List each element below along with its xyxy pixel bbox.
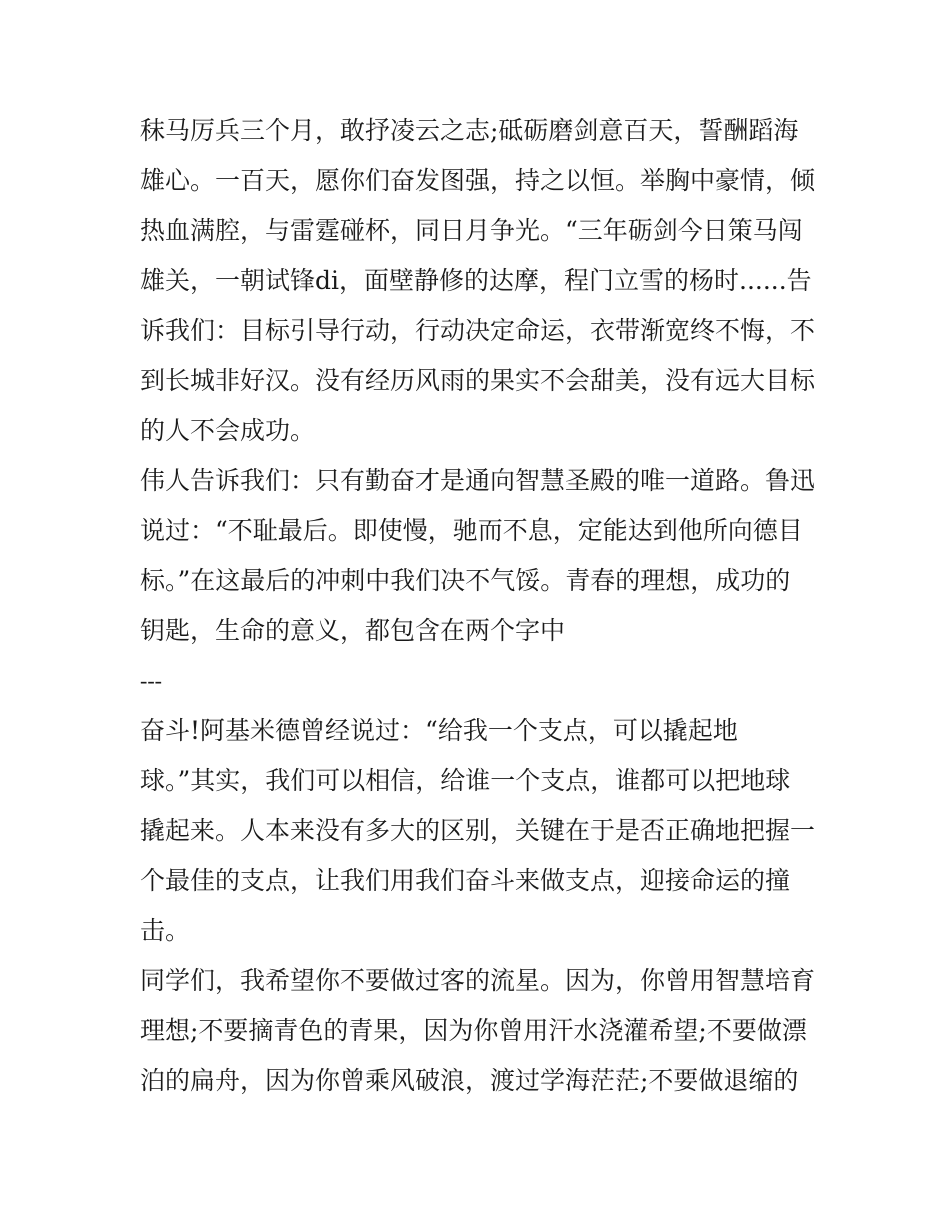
text-line: 的人不会成功。 (140, 416, 316, 445)
text-line: 撬起来。人本来没有多大的区别，关键在于是否正确地把握一 (140, 816, 816, 845)
text-line: 球。”其实，我们可以相信，给谁一个支点，谁都可以把地球 (140, 766, 791, 795)
text-line: 伟人告诉我们：只有勤奋才是通向智慧圣殿的唯一道路。鲁迅 (140, 466, 816, 495)
text-line: 个最佳的支点，让我们用我们奋斗来做支点，迎接命运的撞 (140, 866, 791, 895)
text-line: 到长城非好汉。没有经历风雨的果实不会甜美，没有远大目标 (140, 366, 816, 395)
text-line: 泊的扁舟，因为你曾乘风破浪，渡过学海茫茫;不要做退缩的 (140, 1066, 799, 1095)
text-line: 理想;不要摘青色的青果，因为你曾用汗水浇灌希望;不要做漂 (140, 1016, 807, 1045)
text-line: 奋斗!阿基米德曾经说过：“给我一个支点，可以撬起地 (140, 716, 738, 745)
text-line: 标。”在这最后的冲刺中我们决不气馁。青春的理想，成功的 (140, 566, 791, 595)
text-line: 热血满腔，与雷霆碰杯，同日月争光。“三年砺剑今日策马闯 (140, 216, 803, 245)
text-line: 钥匙，生命的意义，都包含在两个字中 (140, 616, 566, 645)
text-line: 秣马厉兵三个月，敢抒凌云之志;砥砺磨剑意百天，誓酬蹈海 (140, 116, 799, 145)
text-line: 同学们，我希望你不要做过客的流星。因为，你曾用智慧培育 (140, 966, 816, 995)
text-line: 说过：“不耻最后。即使慢，驰而不息，定能达到他所向德目 (140, 516, 803, 545)
section-separator: --- (140, 668, 162, 693)
text-line: 诉我们：目标引导行动，行动决定命运，衣带渐宽终不悔，不 (140, 316, 816, 345)
text-line: 雄心。一百天，愿你们奋发图强，持之以恒。举胸中豪情，倾 (140, 166, 816, 195)
text-line: 击。 (140, 916, 191, 945)
body-text (140, 106, 820, 1106)
text-line: 雄关，一朝试锋di，面壁静修的达摩，程门立雪的杨时......告 (140, 266, 812, 295)
